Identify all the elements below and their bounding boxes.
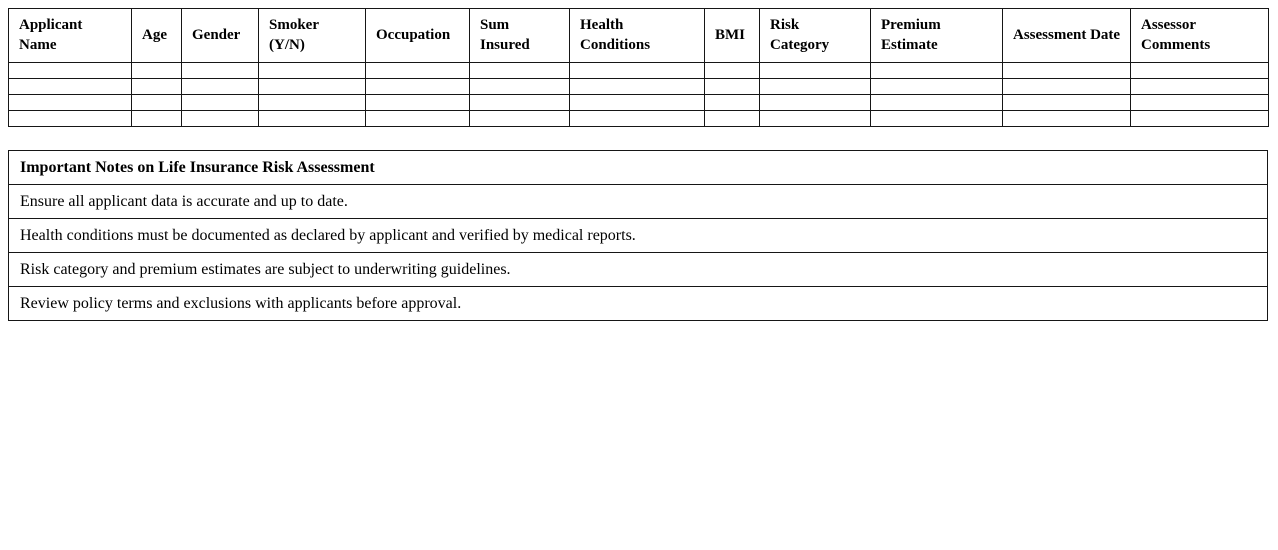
cell-bmi bbox=[705, 79, 760, 95]
col-header-age: Age bbox=[132, 9, 182, 63]
cell-gender bbox=[182, 111, 259, 127]
table-row bbox=[9, 79, 1269, 95]
cell-assessment-date bbox=[1003, 111, 1131, 127]
header-row bbox=[9, 9, 1269, 63]
cell-applicant-name bbox=[9, 95, 132, 111]
cell-health-conditions bbox=[570, 95, 705, 111]
cell-assessment-date bbox=[1003, 63, 1131, 79]
table-row bbox=[9, 95, 1269, 111]
cell-sum-insured bbox=[470, 95, 570, 111]
cell-assessment-date bbox=[1003, 95, 1131, 111]
cell-health-conditions bbox=[570, 79, 705, 95]
col-header-premium-estimate: Premium Estimate bbox=[871, 9, 1003, 63]
cell-bmi bbox=[705, 95, 760, 111]
cell-occupation bbox=[366, 79, 470, 95]
cell-premium-estimate bbox=[871, 63, 1003, 79]
notes-title-row bbox=[9, 151, 1268, 185]
cell-gender bbox=[182, 79, 259, 95]
cell-sum-insured bbox=[470, 79, 570, 95]
cell-premium-estimate bbox=[871, 79, 1003, 95]
cell-bmi bbox=[705, 63, 760, 79]
col-header-bmi: BMI bbox=[705, 9, 760, 63]
cell-age bbox=[132, 111, 182, 127]
cell-premium-estimate bbox=[871, 95, 1003, 111]
cell-smoker bbox=[259, 63, 366, 79]
cell-risk-category bbox=[760, 95, 871, 111]
cell-occupation bbox=[366, 63, 470, 79]
cell-occupation bbox=[366, 111, 470, 127]
cell-applicant-name bbox=[9, 111, 132, 127]
table-row bbox=[9, 111, 1269, 127]
note-row bbox=[9, 185, 1268, 219]
cell-assessor-comments bbox=[1131, 63, 1269, 79]
col-header-assessment-date: Assessment Date bbox=[1003, 9, 1131, 63]
notes-table bbox=[8, 150, 1268, 321]
cell-risk-category bbox=[760, 111, 871, 127]
col-header-occupation: Occupation bbox=[366, 9, 470, 63]
cell-premium-estimate bbox=[871, 111, 1003, 127]
notes-title: Important Notes on Life Insurance Risk Assessment bbox=[9, 151, 1268, 185]
col-header-applicant-name: Applicant Name bbox=[9, 9, 132, 63]
col-header-health-conditions: Health Conditions bbox=[570, 9, 705, 63]
cell-age bbox=[132, 95, 182, 111]
cell-age bbox=[132, 79, 182, 95]
cell-applicant-name bbox=[9, 79, 132, 95]
note-item: Health conditions must be documented as declared by applicant and verified by medical reports. bbox=[9, 219, 1268, 253]
col-header-risk-category: Risk Category bbox=[760, 9, 871, 63]
note-row bbox=[9, 287, 1268, 321]
cell-age bbox=[132, 63, 182, 79]
cell-applicant-name bbox=[9, 63, 132, 79]
note-item: Review policy terms and exclusions with applicants before approval. bbox=[9, 287, 1268, 321]
cell-assessor-comments bbox=[1131, 111, 1269, 127]
cell-smoker bbox=[259, 111, 366, 127]
col-header-assessor-comments: Assessor Comments bbox=[1131, 9, 1269, 63]
cell-bmi bbox=[705, 111, 760, 127]
cell-assessor-comments bbox=[1131, 79, 1269, 95]
note-row bbox=[9, 253, 1268, 287]
col-header-sum-insured: Sum Insured bbox=[470, 9, 570, 63]
cell-sum-insured bbox=[470, 111, 570, 127]
cell-assessor-comments bbox=[1131, 95, 1269, 111]
cell-health-conditions bbox=[570, 63, 705, 79]
note-item: Risk category and premium estimates are subject to underwriting guidelines. bbox=[9, 253, 1268, 287]
cell-sum-insured bbox=[470, 63, 570, 79]
cell-assessment-date bbox=[1003, 79, 1131, 95]
cell-smoker bbox=[259, 95, 366, 111]
note-row bbox=[9, 219, 1268, 253]
cell-risk-category bbox=[760, 63, 871, 79]
cell-occupation bbox=[366, 95, 470, 111]
risk-assessment-table bbox=[8, 8, 1269, 127]
note-item: Ensure all applicant data is accurate and up to date. bbox=[9, 185, 1268, 219]
cell-health-conditions bbox=[570, 111, 705, 127]
table-row bbox=[9, 63, 1269, 79]
col-header-gender: Gender bbox=[182, 9, 259, 63]
col-header-smoker: Smoker (Y/N) bbox=[259, 9, 366, 63]
cell-risk-category bbox=[760, 79, 871, 95]
cell-gender bbox=[182, 63, 259, 79]
cell-smoker bbox=[259, 79, 366, 95]
cell-gender bbox=[182, 95, 259, 111]
